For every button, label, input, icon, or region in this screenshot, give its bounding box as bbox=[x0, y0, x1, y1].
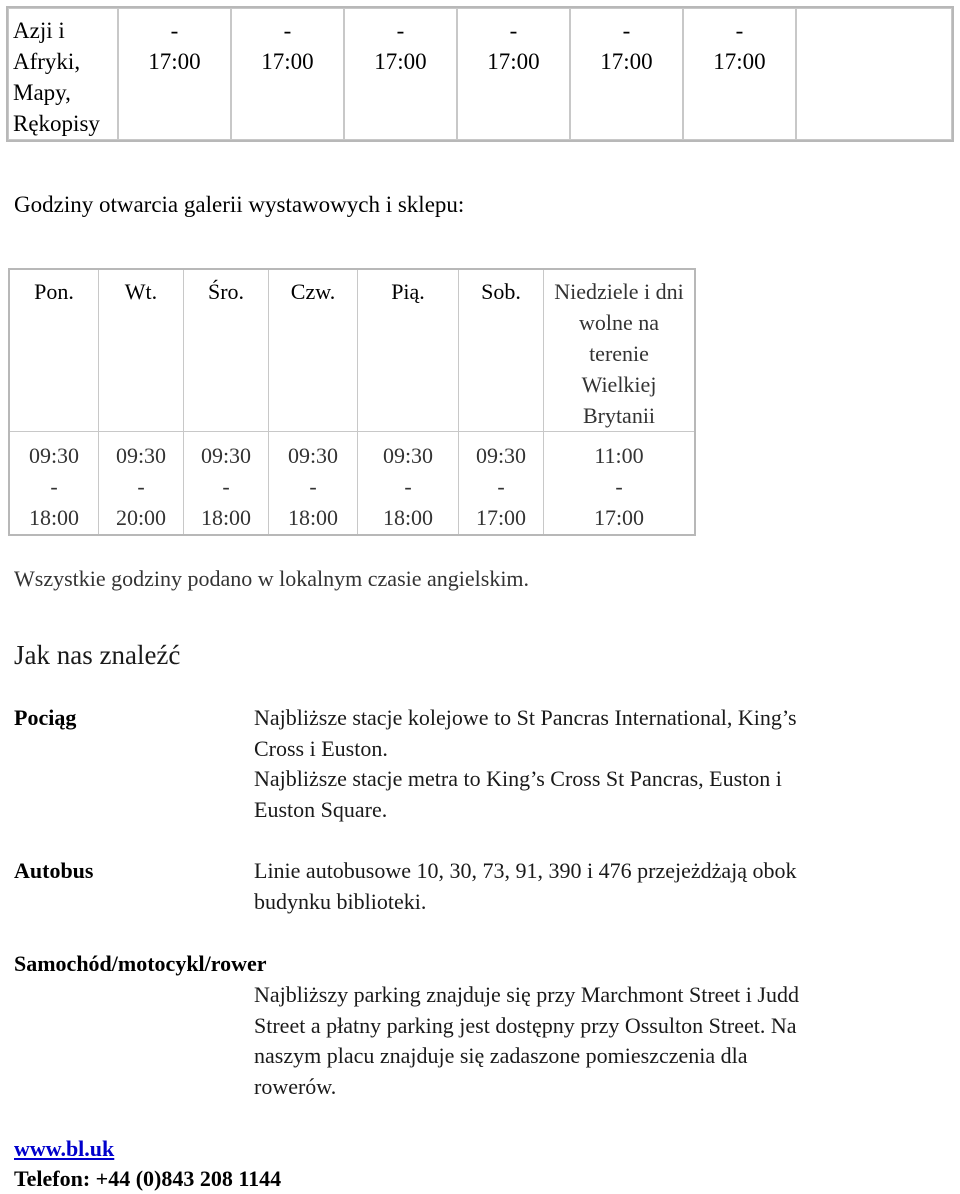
train-text: Najbliższe stacje kolejowe to St Pancras International, King’s Cross i Euston. Najbliższe stacje metra to King’s Cross St Pancras, Euston i Euston Square. bbox=[254, 705, 797, 822]
car-text: Najbliższy parking znajduje się przy Marchmont Street i Judd Street a płatny parking jest dostępny przy Ossulton Street. Na naszym placu znajduje się zadaszone pomieszczenia dla rowerów. bbox=[254, 982, 799, 1099]
closing-time-cell: - 17:00 bbox=[457, 8, 570, 140]
day-header-tue: Wt. bbox=[99, 270, 184, 432]
closing-time-cell: - 17:00 bbox=[570, 8, 683, 140]
car-label: Samochód/motocykl/rower bbox=[14, 951, 267, 976]
closing-time-cell: - 17:00 bbox=[683, 8, 796, 140]
hours-cell: 09:30 - 18:00 bbox=[358, 432, 459, 534]
timezone-note: Wszystkie godziny podano w lokalnym czasie angielskim. bbox=[14, 566, 530, 591]
find-us-heading: Jak nas znaleźć bbox=[14, 640, 181, 670]
gallery-hours-table bbox=[8, 268, 696, 536]
bus-text: Linie autobusowe 10, 30, 73, 91, 390 i 476 przejeżdżają obok budynku biblioteki. bbox=[254, 858, 797, 914]
day-header-sunday-holidays: Niedziele i dni wolne na terenie Wielkiej Brytanii bbox=[544, 270, 694, 432]
website-link[interactable]: www.bl.uk bbox=[14, 1136, 115, 1161]
day-header-mon: Pon. bbox=[10, 270, 99, 432]
hours-cell: 09:30 - 18:00 bbox=[10, 432, 99, 534]
day-header-fri: Pią. bbox=[358, 270, 459, 432]
hours-cell: 09:30 - 18:00 bbox=[269, 432, 358, 534]
hours-cell: 11:00 - 17:00 bbox=[593, 443, 645, 530]
day-header-sat: Sob. bbox=[459, 270, 544, 432]
phone-number: Telefon: +44 (0)843 208 1144 bbox=[14, 1166, 282, 1191]
galleries-hours-heading: Godziny otwarcia galerii wystawowych i sklepu: bbox=[14, 192, 465, 217]
hours-cell: 09:30 - 17:00 bbox=[459, 432, 544, 534]
closing-time-cell: - 17:00 bbox=[344, 8, 457, 140]
bus-label: Autobus bbox=[14, 858, 94, 883]
closing-time-cell: - 17:00 bbox=[231, 8, 344, 140]
day-header-wed: Śro. bbox=[184, 270, 269, 432]
collections-hours-table bbox=[6, 6, 954, 142]
empty-cell bbox=[796, 8, 952, 140]
hours-cell: 09:30 - 18:00 bbox=[184, 432, 269, 534]
day-header-thu: Czw. bbox=[269, 270, 358, 432]
collection-name-cell: Azji i Afryki, Mapy, Rękopisy bbox=[8, 8, 118, 140]
train-label: Pociąg bbox=[14, 705, 77, 730]
hours-cell: 09:30 - 20:00 bbox=[99, 432, 184, 534]
closing-time-cell: - 17:00 bbox=[118, 8, 231, 140]
